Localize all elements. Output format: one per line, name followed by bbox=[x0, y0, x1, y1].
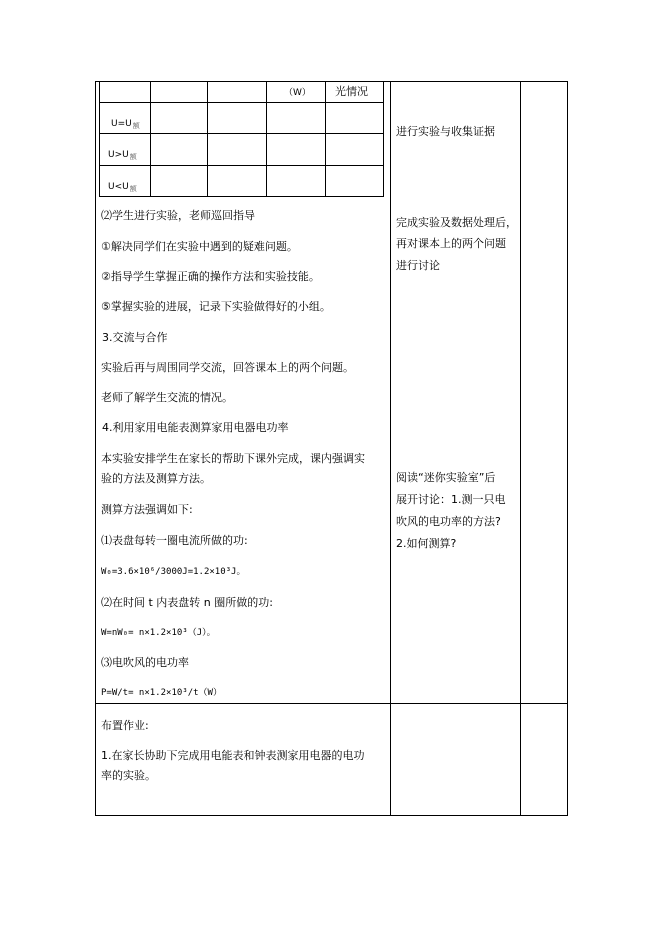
section-4-text-line-2: 验的方法及测算方法。 bbox=[101, 472, 211, 485]
student-activity-2-line-1: 完成实验及数据处理后， bbox=[396, 216, 517, 229]
inner-header-cell-power-unit: （W） bbox=[284, 88, 311, 98]
inner-row-line-3 bbox=[99, 165, 384, 166]
method-formula-3: P=W/t= n×1.2×10³/t（W） bbox=[101, 688, 222, 698]
student-activity-3-line-2: 展开讨论：1.测一只电 bbox=[396, 493, 506, 506]
teacher-step-2-heading: ⑵学生进行实验，老师巡回指导 bbox=[101, 209, 255, 222]
inner-col-line-3 bbox=[266, 81, 267, 196]
inner-col-line-2 bbox=[207, 81, 208, 196]
student-activity-3-line-4: 2.如何测算? bbox=[396, 537, 457, 550]
student-activity-3-line-1: 阅读“迷你实验室”后 bbox=[396, 471, 496, 484]
student-activity-2-line-3: 进行讨论 bbox=[396, 259, 440, 272]
inner-row-label-greater: $U>U_额$ bbox=[108, 150, 137, 161]
student-activity-3-line-3: 吹风的电功率的方法? bbox=[396, 515, 501, 528]
inner-col-line-4 bbox=[325, 81, 326, 196]
inner-col-line-5 bbox=[383, 81, 384, 196]
inner-header-cell-light: 光情况 bbox=[335, 85, 368, 98]
student-activity-2-line-2: 再对课本上的两个问题 bbox=[396, 237, 506, 250]
row-divider bbox=[95, 703, 568, 704]
method-step-3: ⑶电吹风的电功率 bbox=[101, 656, 189, 669]
teacher-step-2-item-2: ②指导学生掌握正确的操作方法和实验技能。 bbox=[101, 270, 320, 283]
inner-row-label-equal: $U=U_额$ bbox=[111, 119, 140, 130]
student-activity-1: 进行实验与收集证据 bbox=[396, 125, 495, 138]
inner-col-line-1 bbox=[150, 81, 151, 196]
teacher-step-2-item-3: ⑤掌握实验的进展，记录下实验做得好的小组。 bbox=[101, 300, 331, 313]
teacher-step-2-item-1: ①解决同学们在实验中遇到的疑难问题。 bbox=[101, 240, 298, 253]
column-divider-2 bbox=[520, 81, 521, 816]
inner-row-label-less: $U<U_额$ bbox=[108, 182, 137, 193]
method-formula-1: W₀=3.6×10⁶/3000J=1.2×10³J。 bbox=[101, 567, 246, 577]
homework-line-1: 1.在家长协助下完成用电能表和钟表测家用电器的电功 bbox=[101, 749, 365, 762]
section-3-text-1: 实验后再与周围同学交流，回答课本上的两个问题。 bbox=[101, 361, 354, 374]
inner-row-line-2 bbox=[99, 133, 384, 134]
section-4-text-line-1: 本实验安排学生在家长的帮助下课外完成，课内强调实 bbox=[101, 452, 365, 465]
homework-title: 布置作业: bbox=[101, 719, 149, 732]
method-step-1: ⑴表盘每转一圈电流所做的功: bbox=[101, 534, 248, 547]
outer-bottom-border bbox=[95, 815, 568, 816]
outer-left-border bbox=[95, 81, 96, 816]
homework-line-2: 率的实验。 bbox=[101, 769, 156, 782]
inner-row-line-4 bbox=[99, 196, 384, 197]
method-formula-2: W=nW₀= n×1.2×10³（J）。 bbox=[101, 628, 216, 638]
method-step-2: ⑵在时间 t 内表盘转 n 圈所做的功: bbox=[101, 596, 273, 609]
method-heading: 测算方法强调如下: bbox=[101, 503, 193, 516]
column-divider-1 bbox=[390, 81, 391, 816]
outer-top-border bbox=[95, 81, 568, 82]
inner-row-line-1 bbox=[99, 102, 384, 103]
section-3-heading: 3.交流与合作 bbox=[102, 331, 168, 344]
inner-col-line-0 bbox=[99, 81, 100, 196]
outer-right-border bbox=[567, 81, 568, 816]
section-4-heading: 4.利用家用电能表测算家用电器电功率 bbox=[102, 421, 289, 434]
section-3-text-2: 老师了解学生交流的情况。 bbox=[101, 391, 233, 404]
